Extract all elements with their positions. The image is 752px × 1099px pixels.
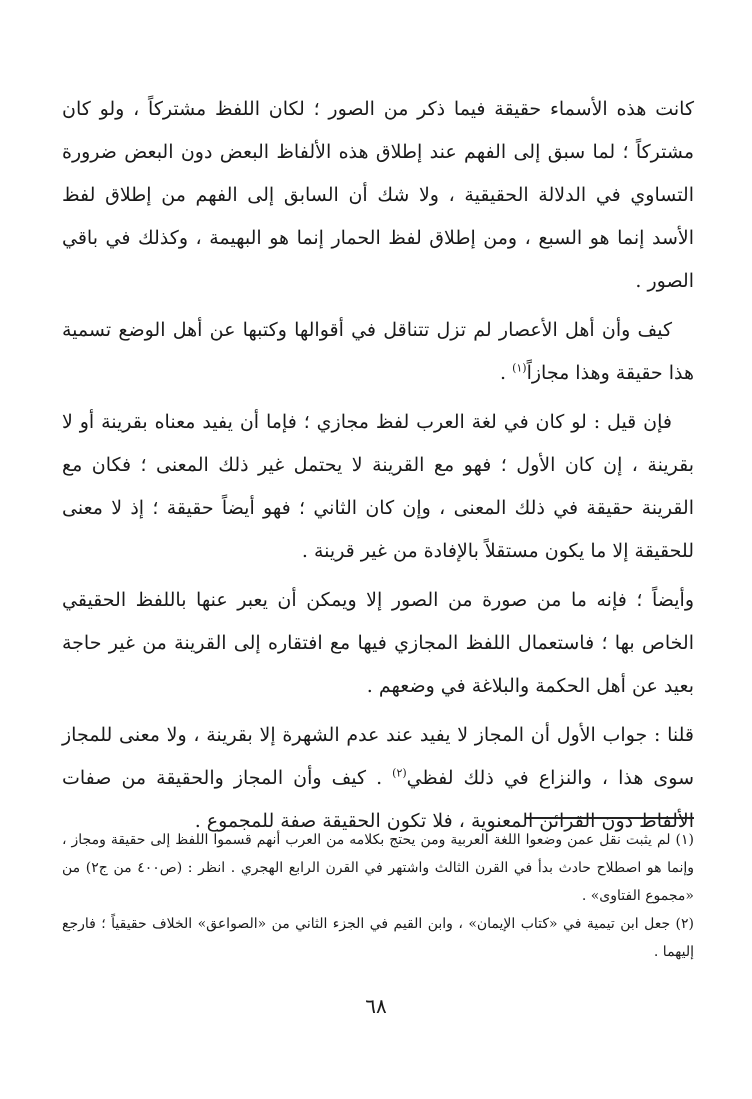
footnote-1: (١) لم يثبت نقل عمن وضعوا اللغة العربية ومن يحتج بكلامه من العرب أنهم قسموا اللفظ إلى حقيقة ومجاز ، وإنما هو اصطلاح حادث بدأ في القرن الثالث واشتهر في القرن الرابع الهجري . انظر : (ص٤٠٠ من ج٢) من «مجموع الفتاوى» . <box>62 832 694 904</box>
paragraph-5-text-b: . كيف وأن المجاز والحقيقة من صفات الألفاظ دون القرائن المعنوية ، فلا تكون الحقيقة صفة للمجموع . <box>62 767 694 832</box>
page-number: ٦٨ <box>365 994 387 1018</box>
footnote-ref-1[interactable]: (١) <box>512 361 527 375</box>
paragraph-1: كانت هذه الأسماء حقيقة فيما ذكر من الصور ؛ لكان اللفظ مشتركاً ، ولو كان مشتركاً ؛ لما سبق إلى الفهم عند إطلاق هذه الألفاظ البعض دون البعض ضرورة التساوي في الدلالة الحقيقية ، ولا شك أن السابق إلى الفهم من إطلاق لفظ الأسد إنما هو السبع ، ومن إطلاق لفظ الحمار إنما هو البهيمة ، وكذلك في باقي الصور . <box>62 98 694 292</box>
footnotes <box>62 826 694 966</box>
paragraph-4: وأيضاً ؛ فإنه ما من صورة من الصور إلا ويمكن أن يعبر عنها باللفظ الحقيقي الخاص بها ؛ فاستعمال اللفظ المجازي فيها مع افتقاره إلى القرينة من غير حاجة بعيد عن أهل الحكمة والبلاغة في وضعهم . <box>62 589 694 697</box>
paragraph-2-end: . <box>499 362 513 384</box>
paragraph-5-text-a: قلنا : جواب الأول أن المجاز لا يفيد عند عدم الشهرة إلا بقرينة ، ولا معنى للمجاز سوى هذا ، والنزاع في ذلك لفظي <box>62 724 694 789</box>
paragraph-2 <box>62 309 694 395</box>
paragraph-2-text: كيف وأن أهل الأعصار لم تزل تتناقل في أقوالها وكتبها عن أهل الوضع تسمية هذا حقيقة وهذا مجازاً <box>62 319 694 384</box>
paragraph-3: فإن قيل : لو كان في لغة العرب لفظ مجازي ؛ فإما أن يفيد معناه بقرينة أو لا بقرينة ، إن كان الأول ؛ فهو مع القرينة لا يحتمل غير ذلك المعنى ؛ فكان مع القرينة حقيقة في ذلك المعنى ، وإن كان الثاني ؛ فهو أيضاً حقيقة ؛ إذ لا معنى للحقيقة إلا ما يكون مستقلاً بالإفادة من غير قرينة . <box>62 411 694 562</box>
footnote-divider <box>526 817 694 819</box>
footnote-2: (٢) جعل ابن تيمية في «كتاب الإيمان» ، وابن القيم في الجزء الثاني من «الصواعق» الخلاف حقيقياً ؛ فارجع إليهما . <box>62 916 694 960</box>
paragraph-5 <box>62 714 694 843</box>
footnote-ref-2[interactable]: (٢) <box>392 766 407 780</box>
main-text <box>62 88 694 843</box>
